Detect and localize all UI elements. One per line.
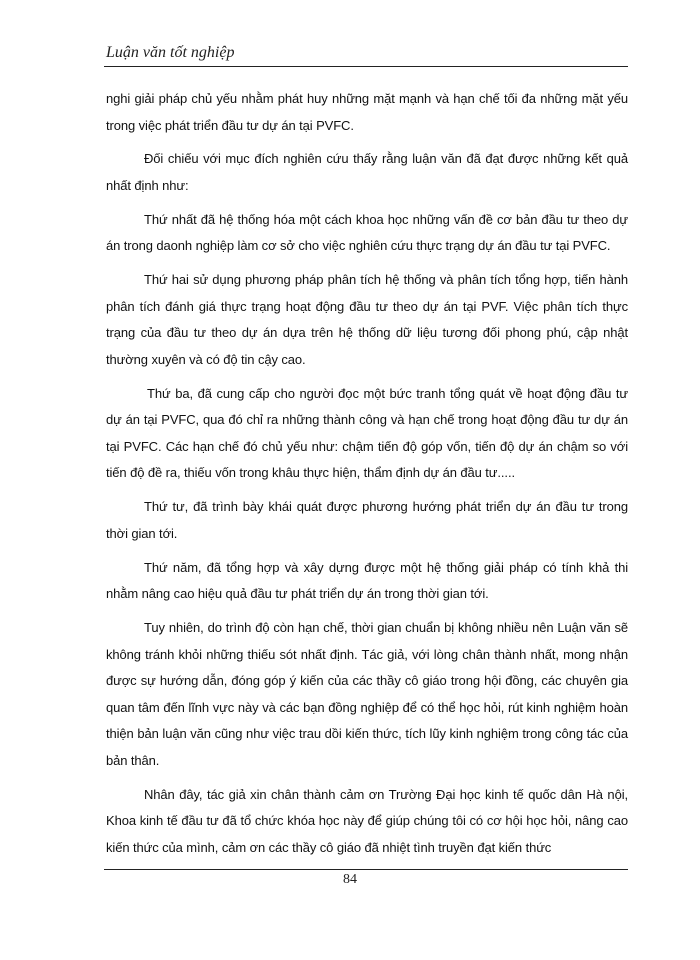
header-divider bbox=[104, 66, 628, 67]
paragraph-fourth-result: Thứ tư, đã trình bày khái quát được phương hướng phát triển dự án đầu tư trong thời gian tới. bbox=[106, 499, 628, 541]
paragraph-continuation: nghi giải pháp chủ yếu nhằm phát huy những mặt mạnh và hạn chế tối đa những mặt yếu trong việc phát triển đầu tư dự án tại PVFC. bbox=[106, 91, 628, 133]
running-header-title: Luận văn tốt nghiệp bbox=[106, 44, 235, 61]
paragraph-first-result: Thứ nhất đã hệ thống hóa một cách khoa học những vấn đề cơ bản đầu tư theo dự án trong daonh nghiệp làm cơ sở cho việc nghiên cứu thực trạng dự án đầu tư tại PVFC. bbox=[106, 211, 628, 254]
paragraph-summary-intro: Đối chiếu với mục đích nghiên cứu thấy rằng luận văn đã đạt được những kết quả nhất định như: bbox=[106, 151, 628, 193]
paragraph-second-result: Thứ hai sử dụng phương pháp phân tích hệ thống và phân tích tổng hợp, tiến hành phân tích đánh giá thực trạng hoạt động đầu tư theo dự án tại PVF. Việc phân tích thực trạng của đầu tư theo dự án dựa trên hệ thống dữ liệu tương đối phong phú, cập nhật thường xuyên và có độ tin cậy cao. bbox=[106, 272, 628, 367]
paragraph-limitations: Tuy nhiên, do trình độ còn hạn chế, thời gian chuẩn bị không nhiều nên Luận văn sẽ không tránh khỏi những thiếu sót nhất định. Tác giả, với lòng chân thành nhất, mong nhận được sự hướng dẫn, đóng góp ý kiến của các thầy cô giáo trong hội đồng, các chuyên gia quan tâm đến lĩnh vực này và các bạn đồng nghiệp để có thể học hỏi, rút kinh nghiệm hoàn thiện bản luận văn cũng như việc trau dồi kiến thức, tích lũy kinh nghiệm trong công tác của bản thân. bbox=[106, 620, 628, 768]
page-number: 84 bbox=[343, 872, 357, 887]
footer-divider bbox=[104, 869, 628, 870]
paragraph-fifth-result: Thứ năm, đã tổng hợp và xây dựng được một hệ thống giải pháp có tính khả thi nhằm nâng cao hiệu quả đầu tư phát triển dự án trong thời gian tới. bbox=[106, 559, 628, 602]
paragraph-third-result: Thứ ba, đã cung cấp cho người đọc một bức tranh tổng quát về hoạt động đầu tư dự án tại PVFC, qua đó chỉ ra những thành công và hạn chế trong hoạt động đầu tư dự án tại PVFC. Các hạn chế đó chủ yếu như: chậm tiến độ góp vốn, tiến độ dự án chậm so với tiến độ đề ra, thiếu vốn trong khâu thực hiện, thẩm định dự án đầu tư..... bbox=[106, 385, 628, 481]
document-body bbox=[106, 86, 628, 869]
paragraph-acknowledgement: Nhân đây, tác giả xin chân thành cảm ơn Trường Đại học kinh tế quốc dân Hà nội, Khoa kinh tế đầu tư đã tổ chức khóa học này để giúp chúng tôi có cơ hội học hỏi, nâng cao kiến thức của mình, cảm ơn các thầy cô giáo đã nhiệt tình truyền đạt kiến thức bbox=[106, 786, 628, 855]
